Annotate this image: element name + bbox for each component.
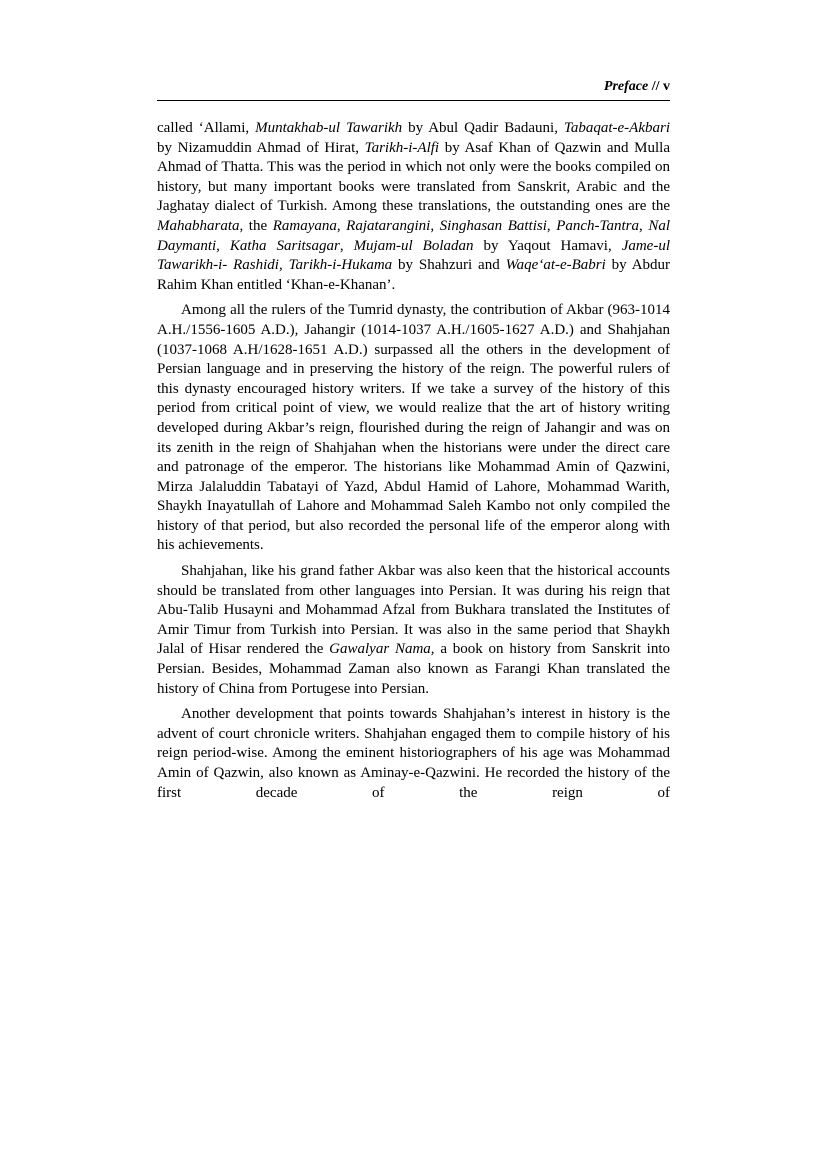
text-run: , xyxy=(339,237,354,254)
italic-title: Waqe‘at-e-Babri xyxy=(505,257,606,274)
italic-title: Nal Daymanti, Katha Saritsagar xyxy=(157,217,671,254)
paragraph-4 xyxy=(157,705,670,803)
header-section-title: Preface xyxy=(603,79,649,94)
text-run: Shahjahan, like his grand father Akbar was also keen that the historical accounts should be translated from other languages into Persian. It was during his reign that Abu-Talib Husayni and Mohammad Afzal from Bukhara translated the Institutes of Amir Timur from Turkish into Persian. It was also in the same period that Shaykh Jalal of Hisar rendered the xyxy=(157,563,670,658)
italic-title: Muntakhab-ul Tawarikh xyxy=(255,120,403,136)
header-separator: // xyxy=(648,79,663,94)
text-run: by Nizamuddin Ahmad of Hirat, xyxy=(157,139,365,156)
page-number: v xyxy=(663,79,670,94)
italic-title: Gawalyar Nama, xyxy=(329,641,435,658)
text-run: by Shahzuri and xyxy=(392,257,506,274)
paragraph-1 xyxy=(157,119,670,295)
italic-title: Ramayana xyxy=(272,217,337,234)
text-run: a book on history from Sanskrit into Persian. Besides, Mohammad Zaman also known as Farangi Khan translated the history of China from Portugese into Persian. xyxy=(157,641,670,697)
text-run: , xyxy=(639,217,649,234)
text-run: , xyxy=(546,217,557,234)
text-run: by Yaqout Hamavi, xyxy=(473,237,622,254)
text-run: by Abdur Rahim Khan entitled ‘Khan-e-Khanan’. xyxy=(157,257,671,293)
text-run: , xyxy=(430,217,440,234)
text-run: by Abul Qadir Badauni, xyxy=(402,120,564,136)
italic-title: Mujam-ul Boladan xyxy=(353,237,474,254)
text-run: by Asaf Khan of Qazwin and Mulla Ahmad of Thatta. This was the period in which not only were the books compiled on history, but many important books were translated from Sanskrit, Arabic and the Jaghatay dialect of Turkish. Among these translations, the outstanding ones are the xyxy=(157,139,670,215)
italic-title: Singhasan Battisi xyxy=(439,217,547,234)
paragraph-2 xyxy=(157,301,670,556)
italic-title: Tabaqat-e-Akbari xyxy=(563,120,670,136)
text-run: Among all the rulers of the Tumrid dynasty, the contribution of Akbar (963-1014 A.H./1556-1605 A.D.), Jahangir (1014-1037 A.H./1605-1627 A.D.) and Shahjahan (1037-1068 A.H/1628-1651 A.D.) surpassed all the others in the development of Persian language and in preserving the history of the reign. The powerful rulers of this dynasty encouraged history writers. If we take a survey of the history of this period from critical point of view, we would realize that the art of history writing developed during Akbar’s reign, flourished during the reign of Jahangir and was on its zenith in the reign of Shahjahan when the historians were under the direct care and patronage of the emperor. The historians like Mohammad Amin of Qazwini, Mirza Jalaluddin Tabatayi of Yazd, Abdul Hamid of Lahore, Mohammad Warith, Shaykh Inayatullah of Lahore and Mohammad Saleh Kambo not only compiled the history of that period, but also recorded the personal life of the emperor along with his achievements. xyxy=(157,302,670,554)
italic-title: Panch-Tantra xyxy=(556,217,640,234)
text-run: , xyxy=(336,217,347,234)
page-body xyxy=(157,119,670,809)
italic-title: Rajatarangini xyxy=(346,217,431,234)
italic-title: Tarikh-i-Alfi xyxy=(364,139,440,156)
text-run: called ‘Allami, xyxy=(157,120,256,136)
italic-title: Mahabharata xyxy=(157,217,240,234)
paragraph-3 xyxy=(157,562,670,699)
text-run: , the xyxy=(239,217,273,234)
text-run: Another development that points towards Shahjahan’s interest in history is the advent of court chronicle writers. Shahjahan engaged them to compile history of his reign period-wise. Among the eminent historiographers of his age was Mohammad Amin of Qazwin, also known as Aminay-e-Qazwini. He recorded the history of the first decade of the reign of xyxy=(157,706,670,801)
running-header xyxy=(157,78,670,101)
italic-title: Jame-ul Tawarikh-i- Rashidi, Tarikh-i-Hukama xyxy=(157,237,670,274)
